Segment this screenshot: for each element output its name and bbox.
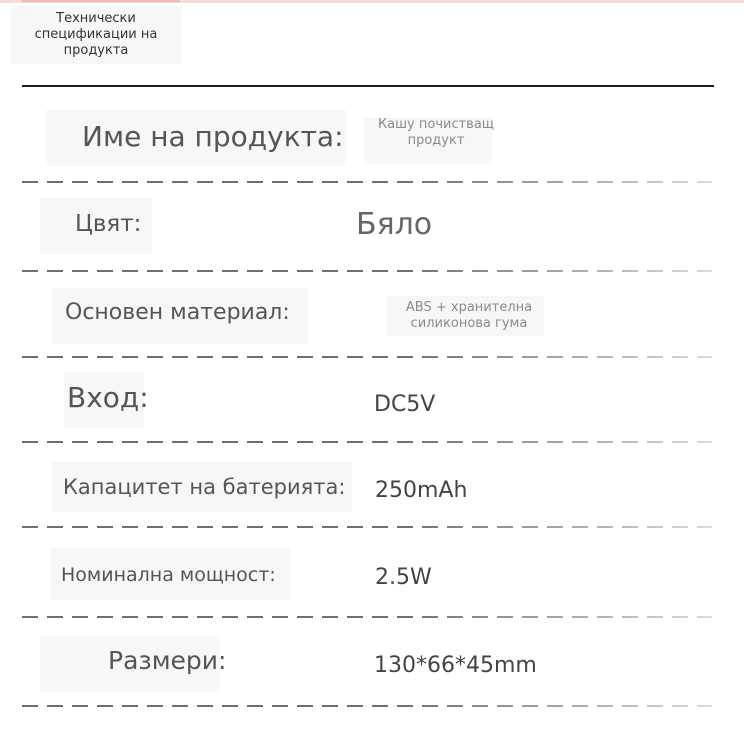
spec-value-power: 2.5W (375, 565, 432, 590)
row-divider (22, 526, 712, 528)
spec-value-dimensions: 130*66*45mm (374, 653, 537, 678)
row-divider (22, 705, 712, 707)
spec-value-battery: 250mAh (375, 478, 468, 503)
row-divider (22, 616, 712, 618)
header-rule (22, 85, 714, 87)
row-divider (22, 270, 712, 272)
spec-label-battery: Капацитет на батерията: (63, 475, 346, 499)
spec-label-material: Основен материал: (65, 300, 290, 325)
row-divider (22, 181, 712, 183)
spec-label-power: Номинална мощност: (61, 564, 276, 586)
spec-value-product-name: Кашу почистващ продукт (377, 117, 495, 148)
spec-label-dimensions: Размери: (108, 646, 227, 675)
section-title: Технически спецификации на продукта (34, 11, 158, 58)
spec-label-input: Вход: (67, 381, 149, 414)
top-accent-highlight (22, 0, 180, 2)
spec-value-material: ABS + хранителна силиконова гума (405, 300, 533, 331)
section-title-box (10, 6, 182, 64)
row-divider (22, 441, 712, 443)
spec-label-color: Цвят: (75, 211, 142, 237)
spec-label-product-name: Име на продукта: (82, 120, 344, 153)
spec-value-input: DC5V (374, 392, 436, 417)
row-divider (22, 356, 712, 358)
spec-value-color: Бяло (356, 207, 433, 242)
